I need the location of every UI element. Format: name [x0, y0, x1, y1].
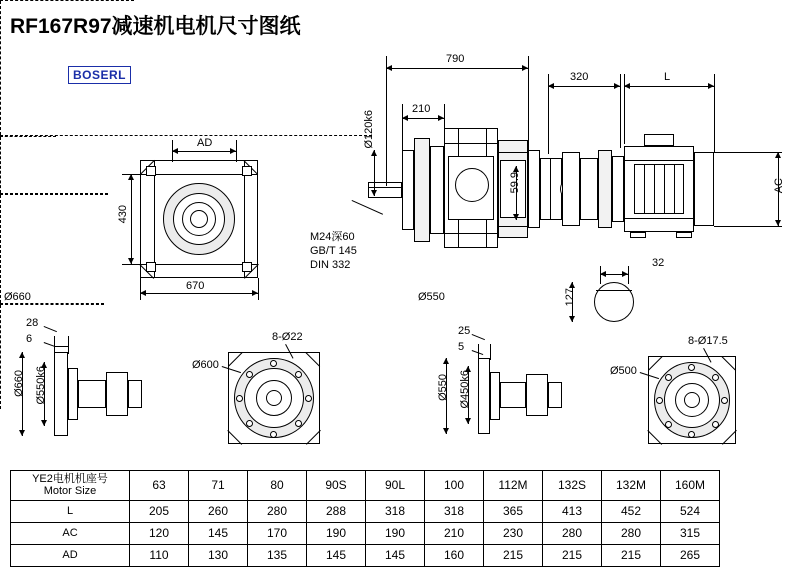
cell-AD: 110: [130, 544, 189, 566]
spec-table: [10, 470, 720, 567]
cell-L: 365: [484, 500, 543, 522]
brand-logo: BOSERL: [68, 66, 131, 84]
cell-L: 260: [189, 500, 248, 522]
cell-AC: 120: [130, 522, 189, 544]
cell-L: 280: [248, 500, 307, 522]
table-row-AC: [11, 522, 720, 544]
dim-210-label: 210: [412, 103, 431, 115]
cell-AC: 280: [543, 522, 602, 544]
cell-size: 80: [248, 471, 307, 501]
dim-5-label: 5: [458, 341, 465, 353]
dim-127-label: 127: [564, 288, 576, 307]
note-standard-2: DIN 332: [310, 259, 351, 271]
dim-450k6-label: Ø450k6: [459, 370, 471, 409]
table-row-sizes: [11, 471, 720, 501]
dim-550k6-label: Ø550k6: [35, 366, 47, 405]
cell-L: 318: [425, 500, 484, 522]
dim-28-label: 28: [26, 317, 39, 329]
fan-cover: [694, 152, 714, 226]
row-label-en: Motor Size: [43, 485, 97, 498]
cell-AC: 315: [661, 522, 720, 544]
cell-AC: 230: [484, 522, 543, 544]
cell-AD: 215: [543, 544, 602, 566]
cell-size: 90L: [366, 471, 425, 501]
shaft-collar: [402, 150, 414, 230]
note-thread: M24深60: [310, 231, 355, 243]
table-row-AD: [11, 544, 720, 566]
cell-size: 90S: [307, 471, 366, 501]
cell-AD: 135: [248, 544, 307, 566]
dim-6-label: 6: [26, 333, 33, 345]
cell-AC: 190: [366, 522, 425, 544]
cell-size: 71: [189, 471, 248, 501]
dim-32-label: 32: [652, 257, 665, 269]
motor-flange: [598, 150, 612, 228]
gear-flange-2: [430, 146, 444, 234]
cell-AC: 280: [602, 522, 661, 544]
cell-L: 413: [543, 500, 602, 522]
dim-600-label: Ø600: [192, 359, 219, 371]
note-standard-1: GB/T 145: [310, 245, 357, 257]
cell-size: 100: [425, 471, 484, 501]
dim-L-label: L: [664, 71, 671, 83]
motor-adapter: [562, 152, 580, 226]
table-row-L: [11, 500, 720, 522]
cell-AD: 215: [484, 544, 543, 566]
row-label-AC: AC: [11, 522, 130, 544]
motor-foot-right: [676, 232, 692, 238]
dim-320-label: 320: [570, 71, 589, 83]
key-section-circle: [594, 282, 634, 322]
dim-25-label: 25: [458, 325, 471, 337]
motor-front: [612, 156, 624, 222]
cell-size: 63: [130, 471, 189, 501]
cell-AD: 160: [425, 544, 484, 566]
dim-790-label: 790: [446, 53, 465, 65]
dim-550-label: Ø550: [437, 374, 449, 401]
cell-AC: 190: [307, 522, 366, 544]
flange-550-plate: [478, 358, 490, 434]
row-label-AD: AD: [11, 544, 130, 566]
cell-L: 205: [130, 500, 189, 522]
row-label-cn: YE2电机机座号: [32, 473, 108, 485]
dim-660-label: Ø660: [13, 370, 25, 397]
cell-L: 318: [366, 500, 425, 522]
cell-L: 452: [602, 500, 661, 522]
cell-AD: 215: [602, 544, 661, 566]
cell-AC: 145: [189, 522, 248, 544]
dim-500-label: Ø500: [610, 365, 637, 377]
dim-660-top-label: Ø660: [4, 291, 31, 303]
adapter-housing: [540, 158, 562, 220]
cell-AC: 170: [248, 522, 307, 544]
terminal-box: [644, 134, 674, 146]
dim-120k6-label: Ø120k6: [363, 110, 375, 149]
cell-L: 288: [307, 500, 366, 522]
row-label-motor-size: [11, 471, 130, 501]
holes-17-5-label: 8-Ø17.5: [688, 335, 728, 347]
page-title: RF167R97减速机电机尺寸图纸: [10, 15, 301, 38]
dim-430-label: 430: [117, 205, 129, 224]
cell-AD: 145: [307, 544, 366, 566]
output-flange: [528, 150, 540, 228]
motor-foot-left: [630, 232, 646, 238]
cell-size: 160M: [661, 471, 720, 501]
dim-670-label: 670: [186, 280, 205, 292]
motor-endbell-left: [580, 158, 598, 220]
gear-flange-1: [414, 138, 430, 242]
cell-AC: 210: [425, 522, 484, 544]
cell-AD: 130: [189, 544, 248, 566]
shaft-550: [500, 382, 526, 408]
front-view-shaft-bore: [190, 210, 208, 228]
holes-22-label: 8-Ø22: [272, 331, 303, 343]
shaft-660: [78, 380, 106, 408]
dim-550-top-label: Ø550: [418, 291, 445, 303]
flange-660-plate: [54, 352, 68, 436]
row-label-L: L: [11, 500, 130, 522]
cell-size: 132S: [543, 471, 602, 501]
cell-size: 112M: [484, 471, 543, 501]
motor-fins: [634, 164, 684, 214]
dim-59-9-label: 59.9: [509, 172, 521, 194]
cell-size: 132M: [602, 471, 661, 501]
cell-L: 524: [661, 500, 720, 522]
dim-AD-label: AD: [197, 137, 213, 149]
cell-AD: 265: [661, 544, 720, 566]
cell-AD: 145: [366, 544, 425, 566]
dim-AC-label: AC: [773, 178, 785, 194]
